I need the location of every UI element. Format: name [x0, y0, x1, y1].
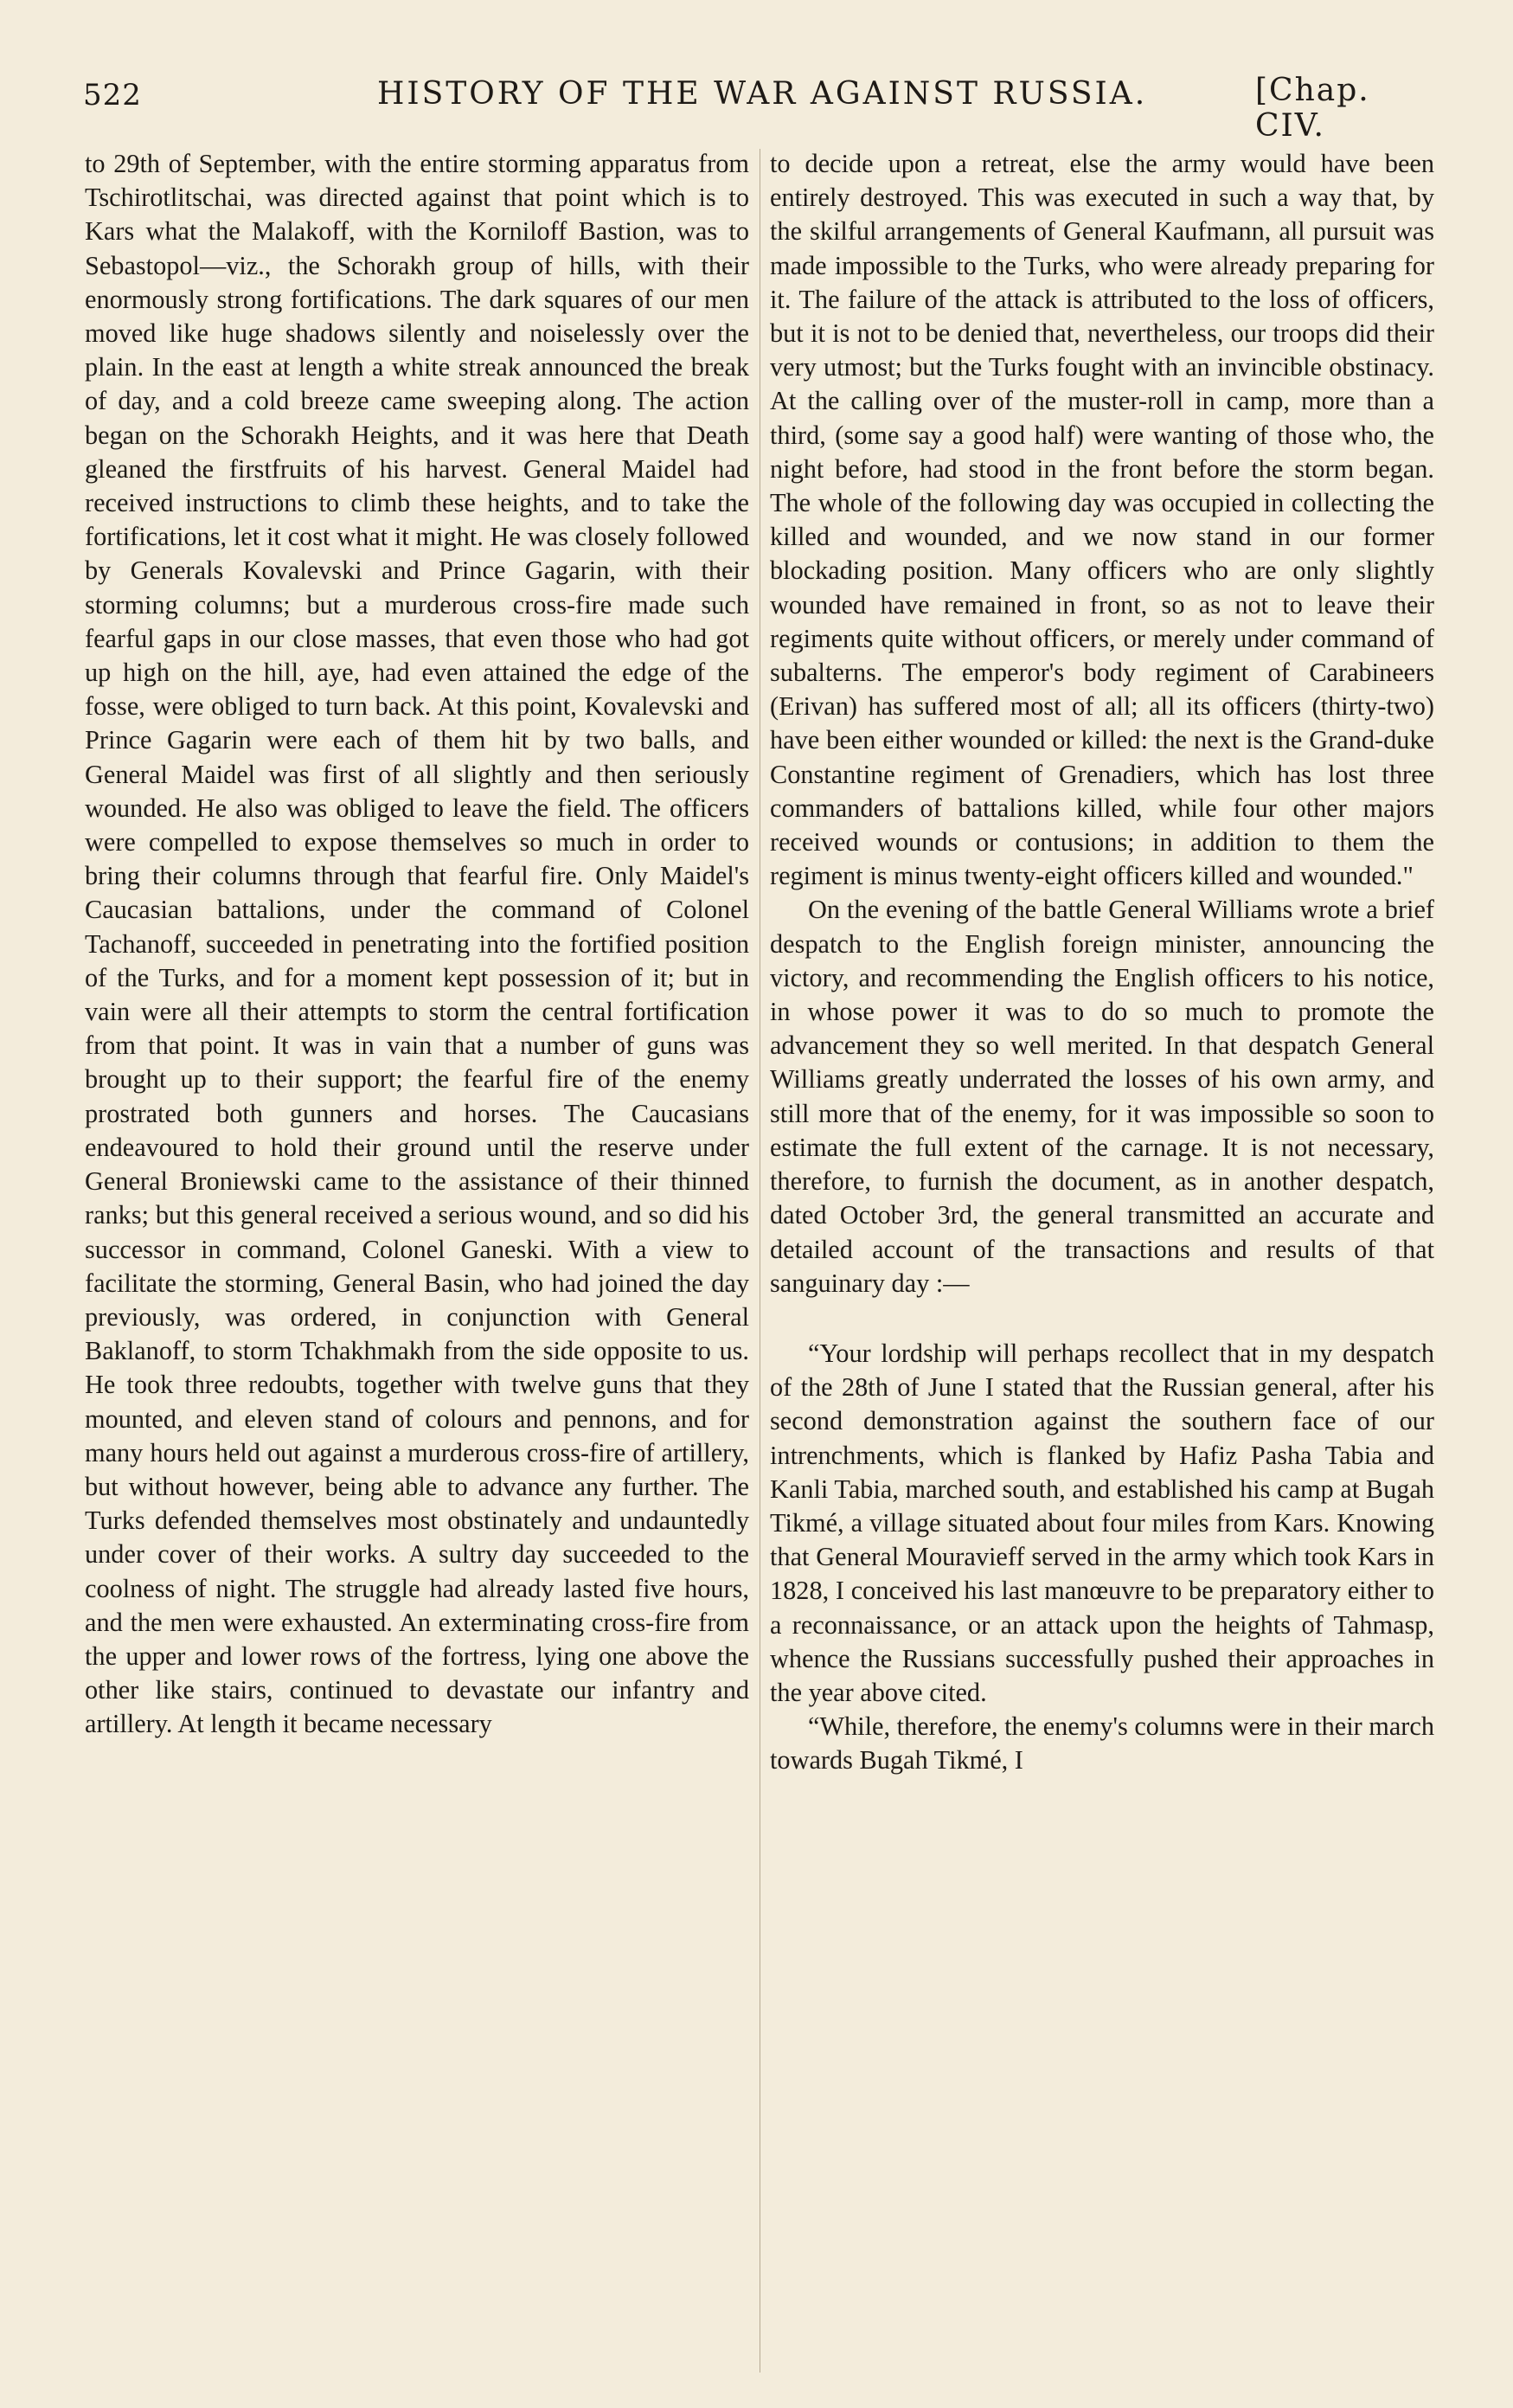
page-header: [83, 73, 1441, 144]
chapter-reference: [Chap. CIV.: [1255, 73, 1370, 144]
right-paragraph-2: On the evening of the battle General Williams wrote a brief despatch to the English foreign minister, announcing the victory, and recommending the English officers to his notice, in whose power it was to do so much to promote the advancement they so well merited. In that despatch General Williams greatly underrated the losses of his own army, and still more that of the enemy, for it was impossible so soon to estimate the full extent of the carnage. It is not necessary, therefore, to furnish the document, as in another despatch, dated October 3rd, the general transmitted an accurate and detailed account of the transactions and results of that sanguinary day :—: [770, 895, 1434, 1298]
right-quote-paragraph-1: “Your lordship will perhaps recollect that in my despatch of the 28th of June I stated that the Russian general, after his second demonstration against the southern face of our intrenchments, which is flanked by Hafiz Pasha Tabia and Kanli Tabia, marched south, and established his camp at Bugah Tikmé, a village situated about four miles from Kars. Knowing that General Mouravieff served in the army which took Kars in 1828, I conceived his last manœuvre to be preparatory either to a reconnaissance, or an attack upon the heights of Tahmasp, whence the Russians successfully pushed their approaches in the year above cited.: [770, 1338, 1434, 1707]
right-quote-paragraph-2: “While, therefore, the enemy's columns were in their march towards Bugah Tikmé, I: [770, 1711, 1434, 1775]
right-paragraph-1: to decide upon a retreat, else the army would have been entirely destroyed. This was executed in such a way that, by the skilful arrangements of General Kaufmann, all pursuit was made impossible to the Turks, who were already preparing for it. The failure of the attack is attributed to the loss of officers, but it is not to be denied that, nevertheless, our troops did their very utmost; but the Turks fought with an invincible obstinacy. At the calling over of the muster-roll in camp, more than a third, (some say a good half) were wanting of those who, the night before, had stood in the front before the storm began. The whole of the following day was occupied in collecting the killed and wounded, and we now stand in our former blockading position. Many officers who are only slightly wounded have remained in front, so as not to leave their regiments quite without officers, or merely under command of subalterns. The emperor's body regiment of Carabineers (Erivan) has suffered most of all; all its officers (thirty-two) have been either wounded or killed: the next is the Grand-duke Constantine regiment of Grenadiers, which has lost three commanders of battalions killed, while four other majors received wounds or contusions; in addition to them the regiment is minus twenty-eight officers killed and wounded.": [770, 149, 1434, 891]
left-paragraph-1: to 29th of September, with the entire storming apparatus from Tschirotlitschai, was directed against that point which is to Kars what the Malakoff, with the Korniloff Bastion, was to Sebastopol—viz., the Schorakh group of hills, with their enormously strong fortifications. The dark squares of our men moved like huge shadows silently and noiselessly over the plain. In the east at length a white streak announced the break of day, and a cold breeze came sweeping along. The action began on the Schorakh Heights, and it was here that Death gleaned the firstfruits of his harvest. General Maidel had received instructions to climb these heights, and to take the fortifications, let it cost what it might. He was closely followed by Generals Kovalevski and Prince Gagarin, with their storming columns; but a murderous cross-fire made such fearful gaps in our close masses, that even those who had got up high on the hill, aye, had even attained the edge of the fosse, were obliged to turn back. At this point, Kovalevski and Prince Gagarin were each of them hit by two balls, and General Maidel was first of all slightly and then seriously wounded. He also was obliged to leave the field. The officers were compelled to expose themselves so much in order to bring their columns through that fearful fire. Only Maidel's Caucasian battalions, under the command of Colonel Tachanoff, succeeded in penetrating into the fortified position of the Turks, and for a moment kept possession of it; but in vain were all their attempts to storm the central fortification from that point. It was in vain that a number of guns was brought up to their support; the fearful fire of the enemy prostrated both gunners and horses. The Caucasians endeavoured to hold their ground until the reserve under General Broniewski came to the assistance of their thinned ranks; but this general received a serious wound, and so did his successor in command, Colonel Ganeski. With a view to facilitate the storming, General Basin, who had joined the day previously, was ordered, in conjunction with General Baklanoff, to storm Tchakhmakh from the side opposite to us. He took three redoubts, together with twelve guns that they mounted, and eleven stand of colours and pennons, and for many hours held out against a murderous cross-fire of artillery, but without however, being able to advance any further. The Turks defended themselves most obstinately and undauntedly under cover of their works. A sultry day succeeded to the coolness of night. The struggle had already lasted five hours, and the men were exhausted. An exterminating cross-fire from the upper and lower rows of the fortress, lying one above the other like stairs, continued to devastate our infantry and artillery. At length it became necessary: [85, 149, 749, 1739]
running-title: HISTORY OF THE WAR AGAINST RUSSIA.: [377, 76, 1148, 112]
page-number: 522: [83, 78, 142, 112]
left-text-column: [85, 147, 749, 1742]
right-text-column: [770, 147, 1434, 1778]
